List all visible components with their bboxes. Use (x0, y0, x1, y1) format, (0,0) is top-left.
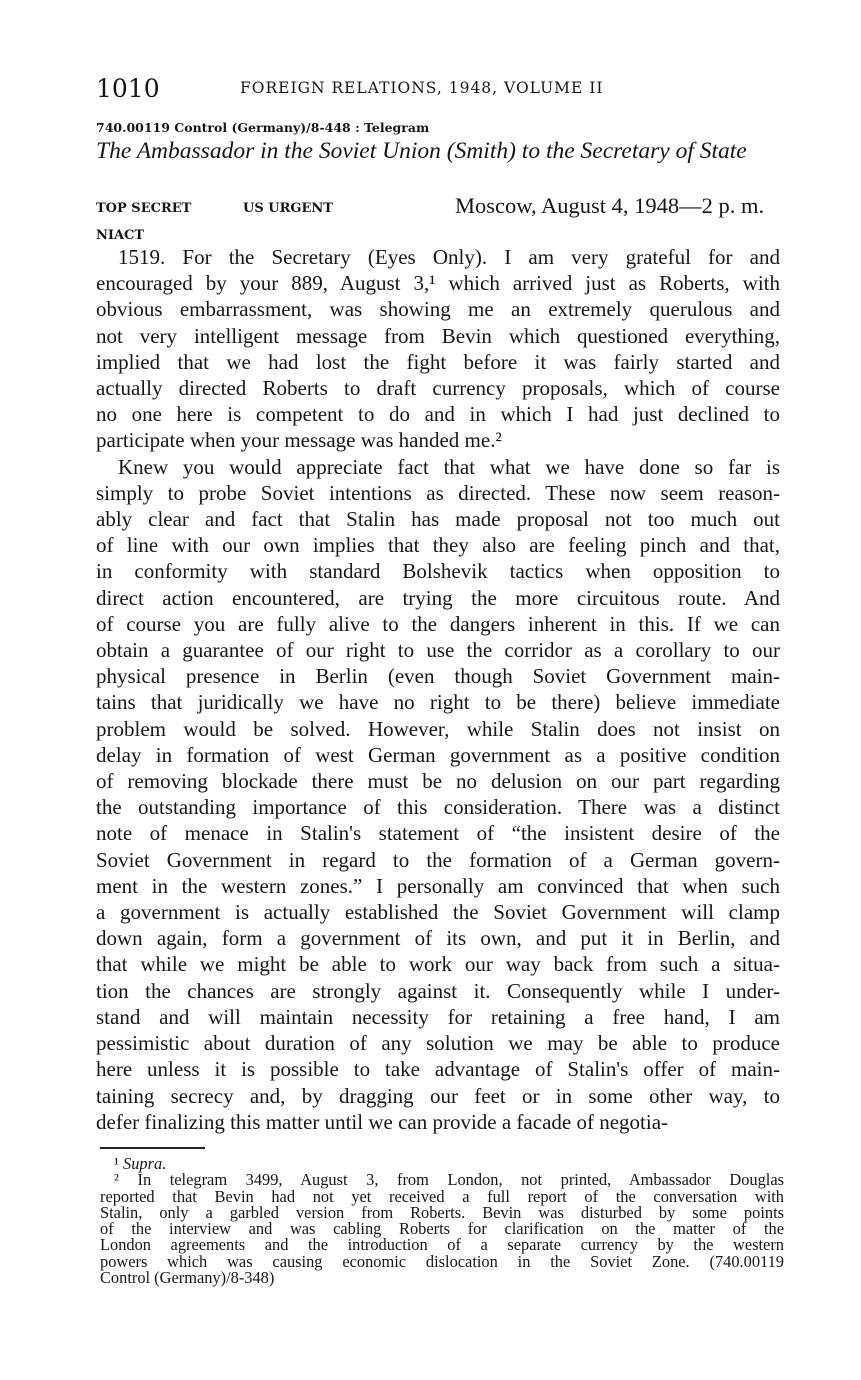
body-line: obvious embarrassment, was showing me an extremely querulous and (96, 297, 780, 322)
footnote-line: London agreements and the introduction of a separate currency by the western (100, 1235, 784, 1255)
running-title: FOREIGN RELATIONS, 1948, VOLUME II (240, 79, 604, 97)
footnote-1-marker: ¹ (114, 1154, 119, 1173)
body-line: a government is actually established the Soviet Government will clamp (96, 900, 780, 925)
footnote-line: of the interview and was cabling Roberts for clarification on the matter of the (100, 1219, 784, 1239)
body-line: tion the chances are strongly against it. Consequently while I under- (96, 978, 780, 1003)
body-line: simply to probe Soviet intentions as directed. These now seem reason- (96, 480, 780, 505)
footnote-line: Stalin, only a garbled version from Roberts. Bevin was disturbed by some points (100, 1202, 784, 1222)
body-line: Knew you would appreciate fact that what we have done so far is (118, 454, 780, 479)
body-line: participate when your message was handed me.² (96, 428, 502, 453)
handling-marker: NIACT (96, 228, 145, 243)
body-line: tains that juridically we have no right to be there) believe immediate (96, 690, 780, 715)
telegram-body (96, 244, 780, 1135)
body-line: stand and will maintain necessity for retaining a free hand, I am (96, 1004, 780, 1029)
footnotes (100, 1156, 784, 1286)
body-line: direct action encountered, are trying the more circuitous route. And (96, 585, 780, 610)
document-title: The Ambassador in the Soviet Union (Smith) to the Secretary of State (96, 138, 747, 164)
body-line: implied that we had lost the fight before it was fairly started and (96, 349, 780, 374)
footnote-line: Control (Germany)/8-348) (100, 1268, 275, 1288)
body-line: 1519. For the Secretary (Eyes Only). I am very grateful for and (118, 245, 780, 269)
body-line: problem would be solved. However, while Stalin does not insist on (96, 716, 780, 741)
classification: TOP SECRET (96, 201, 192, 216)
body-line: obtain a guarantee of our right to use the corridor as a corollary to our (96, 638, 780, 663)
body-line: ment in the western zones.” I personally am convinced that when such (96, 873, 780, 898)
body-line: no one here is competent to do and in which I had just declined to (96, 402, 780, 427)
dateline: Moscow, August 4, 1948—2 p. m. (455, 193, 765, 218)
body-line: of line with our own implies that they also are feeling pinch and that, (96, 533, 780, 558)
body-line: defer finalizing this matter until we can provide a facade of negotia- (96, 1109, 669, 1134)
body-line: not very intelligent message from Bevin which questioned everything, (96, 323, 780, 348)
footnote-line: reported that Bevin had not yet received a full report of the conversation with (100, 1186, 784, 1206)
footnote-line: ² In telegram 3499, August 3, from London, not printed, Ambassador Douglas (114, 1170, 784, 1190)
precedence: US URGENT (243, 201, 333, 216)
page-number: 1010 (96, 74, 160, 103)
footnote-2 (100, 1172, 784, 1286)
body-line: note of menace in Stalin's statement of “the insistent desire of the (96, 821, 780, 846)
footnote-1-text: Supra. (123, 1154, 167, 1173)
body-line: the outstanding importance of this consideration. There was a distinct (96, 795, 780, 820)
body-line: in conformity with standard Bolshevik tactics when opposition to (96, 559, 780, 584)
body-line: encouraged by your 889, August 3,¹ which arrived just as Roberts, with (96, 271, 780, 296)
body-line: taining secrecy and, by dragging our feet or in some other way, to (96, 1083, 780, 1108)
file-reference: 740.00119 Control (Germany)/8-448 : Telegram (96, 120, 430, 135)
body-line: physical presence in Berlin (even though Soviet Government main- (96, 664, 780, 689)
footnote-rule (100, 1147, 205, 1149)
body-line: pessimistic about duration of any solution we may be able to produce (96, 1031, 780, 1056)
body-line: Soviet Government in regard to the formation of a German govern- (96, 847, 780, 872)
body-line: of removing blockade there must be no delusion on our part regarding (96, 769, 780, 794)
body-line: actually directed Roberts to draft currency proposals, which of course (96, 376, 780, 401)
body-line: delay in formation of west German government as a positive condition (96, 742, 780, 767)
body-line: here unless it is possible to take advantage of Stalin's offer of main- (96, 1057, 780, 1082)
body-line: of course you are fully alive to the dangers inherent in this. If we can (96, 611, 780, 636)
body-line: down again, form a government of its own, and put it in Berlin, and (96, 926, 780, 951)
body-line: ably clear and fact that Stalin has made proposal not too much out (96, 507, 780, 532)
body-line: that while we might be able to work our way back from such a situa- (96, 952, 780, 977)
footnote-line: powers which was causing economic dislocation in the Soviet Zone. (740.00119 (100, 1251, 784, 1271)
